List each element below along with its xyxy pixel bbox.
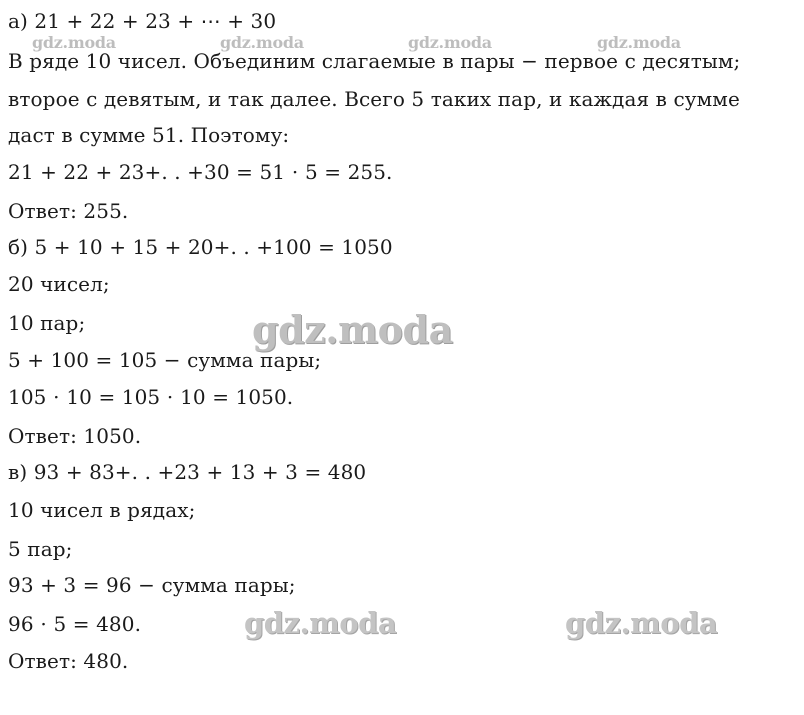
text-line-pair-sum-b: 5 + 100 = 105 − сумма пары; (8, 348, 322, 372)
text-line-calculation-a: 21 + 22 + 23+. . +30 = 51 ⋅ 5 = 255. (8, 160, 393, 184)
watermark-center: gdz.moda (252, 307, 453, 352)
watermark-top-4: gdz.moda (597, 33, 681, 52)
text-line-count-v: 10 чисел в рядах; (8, 498, 196, 522)
text-line-calculation-v: 96 ⋅ 5 = 480. (8, 612, 142, 636)
text-line-answer-a: Ответ: 255. (8, 199, 129, 223)
text-line-calculation-b: 105 ⋅ 10 = 105 ⋅ 10 = 1050. (8, 385, 294, 409)
text-line-pairs-v: 5 пар; (8, 537, 73, 561)
text-line-pair-sum-v: 93 + 3 = 96 − сумма пары; (8, 573, 296, 597)
watermark-top-2: gdz.moda (220, 33, 304, 52)
text-line-answer-b: Ответ: 1050. (8, 424, 142, 448)
watermark-top-3: gdz.moda (408, 33, 492, 52)
watermark-top-1: gdz.moda (32, 33, 116, 52)
text-line-count-b: 20 чисел; (8, 272, 110, 296)
watermark-bottom-left: gdz.moda (244, 606, 397, 640)
text-line-explanation-2: второе с девятым, и так далее. Всего 5 таких пар, и каждая в сумме (8, 87, 740, 111)
watermark-bottom-right: gdz.moda (565, 606, 718, 640)
text-line-pairs-b: 10 пар; (8, 311, 86, 335)
text-line-explanation-3: даст в сумме 51. Поэтому: (8, 123, 290, 147)
text-line-explanation-1: В ряде 10 чисел. Объединим слагаемые в пары − первое с десятым; (8, 49, 741, 73)
text-line-answer-v: Ответ: 480. (8, 649, 129, 673)
text-line-task-b: б) 5 + 10 + 15 + 20+. . +100 = 1050 (8, 235, 393, 259)
text-line-task-a: а) 21 + 22 + 23 + ⋯ + 30 (8, 9, 277, 33)
text-line-task-v: в) 93 + 83+. . +23 + 13 + 3 = 480 (8, 460, 367, 484)
